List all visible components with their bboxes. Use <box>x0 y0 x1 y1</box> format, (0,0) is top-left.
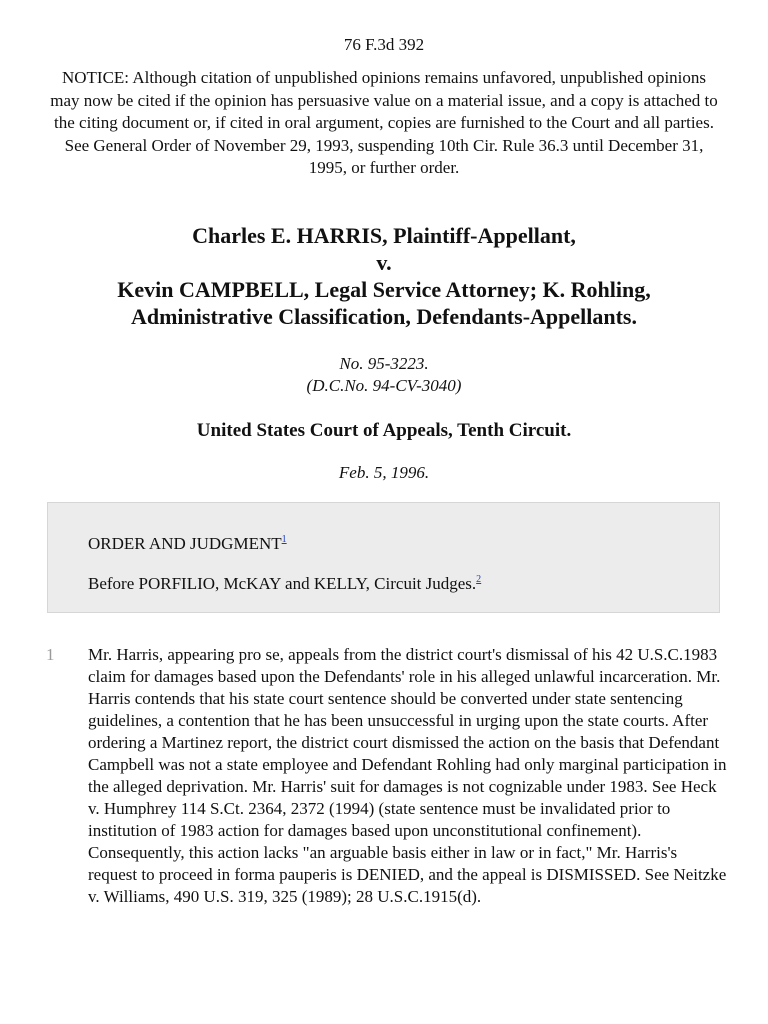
panel-judges: Before PORFILIO, McKAY and KELLY, Circuit Judges. <box>88 574 477 593</box>
paragraph-number: 1 <box>46 645 55 664</box>
case-caption <box>40 222 728 330</box>
court-name: United States Court of Appeals, Tenth Circuit. <box>196 420 572 441</box>
plaintiff-line: Charles E. HARRIS, Plaintiff-Appellant, <box>192 223 576 248</box>
district-court-number: (D.C.No. 94-CV-3040) <box>306 376 462 395</box>
panel-line <box>88 573 481 595</box>
defendants-line-1: Kevin CAMPBELL, Legal Service Attorney; K. Rohling, <box>117 277 651 302</box>
footnote-ref-1 <box>282 534 287 545</box>
order-box <box>47 502 720 613</box>
reporter-citation: 76 F.3d 392 <box>343 35 425 54</box>
footnote-link-2[interactable]: 2 <box>476 574 482 585</box>
versus-line: v. <box>376 250 392 275</box>
docket-numbers <box>0 353 768 397</box>
decision-date: Feb. 5, 1996. <box>338 463 430 482</box>
order-title: ORDER AND JUDGMENT <box>88 534 282 553</box>
order-title-line <box>88 533 287 555</box>
defendants-line-2: Administrative Classification, Defendants-Appellants. <box>130 304 637 329</box>
footnote-ref-2 <box>476 574 481 585</box>
case-number: No. 95-3223. <box>339 354 429 373</box>
footnote-link-1[interactable]: 1 <box>281 534 287 545</box>
paragraph-text: Mr. Harris, appearing pro se, appeals from the district court's dismissal of his 42 U.S.C.1983 claim for damages based upon the Defendants' role in his alleged unlawful incarceration. Mr. Harris contends that his state court sentence should be converted under state sentencing guidelines, a contention that he has been unsuccessful in urging upon the state courts. After ordering a Martinez report, the district court dismissed the action on the basis that Defendant Campbell was not a state employee and Defendant Rohling had only marginal participation in the alleged deprivation. Mr. Harris' suit for damages is not cognizable under 1983. See Heck v. Humphrey 114 S.Ct. 2364, 2372 (1994) (state sentence must be invalidated prior to institution of 1983 action for damages based upon unconstitutional confinement). Consequently, this action lacks "an arguable basis either in law or in fact," Mr. Harris's request to proceed in forma pauperis is DENIED, and the appeal is DISMISSED. See Neitzke v. Williams, 490 U.S. 319, 325 (1989); 28 U.S.C.1915(d). <box>88 645 727 906</box>
unpublished-notice: NOTICE: Although citation of unpublished opinions remains unfavored, unpublished opinions may now be cited if the opinion has persuasive value on a material issue, and a copy is attached to the citing document or, if cited in oral argument, copies are furnished to the Court and all parties. See General Order of November 29, 1993, suspending 10th Cir. Rule 36.3 until December 31, 1995, or further order. <box>50 68 718 177</box>
